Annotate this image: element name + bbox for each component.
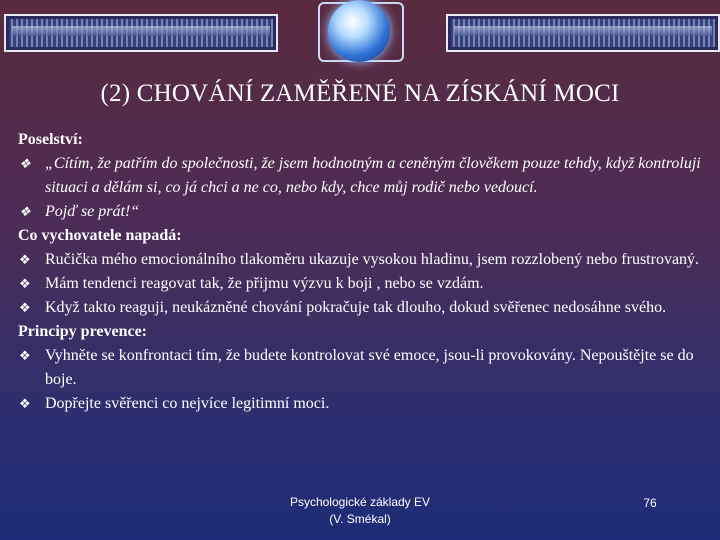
header-panel-left (4, 14, 278, 52)
footer-author: (V. Smékal) (329, 512, 391, 526)
footer-credit (262, 494, 458, 528)
section-heading-poselstvi: Poselství: (18, 131, 83, 148)
footer-course-title: Psychologické základy EV (289, 495, 431, 509)
page-number: 76 (643, 496, 657, 510)
list-item: ❖ Ručička mého emocionálního tlakoměru ukazuje vysokou hladinu, jsem rozzlobený nebo frustrovaný. (18, 248, 708, 272)
list-item: ❖ Mám tendenci reagovat tak, že přijmu výzvu k boji , nebo se vzdám. (18, 272, 708, 296)
diamond-bullet-icon: ❖ (19, 156, 31, 171)
slide-content (18, 128, 708, 416)
diamond-bullet-icon: ❖ (19, 276, 31, 291)
diamond-bullet-icon: ❖ (19, 204, 31, 219)
list-item: ❖ „Cítím, že patřím do společnosti, že jsem hodnotným a ceněným člověkem pouze tehdy, když kontroluji situaci a dělám si, co já chci a ne co, nebo kdy, chce můj rodič nebo vedoucí. (18, 152, 708, 200)
section-heading-principy-prevence: Principy prevence: (18, 323, 148, 340)
diamond-bullet-icon: ❖ (19, 300, 31, 315)
diamond-bullet-icon: ❖ (19, 252, 31, 267)
list-item: ❖ Pojď se prát!“ (18, 200, 708, 224)
list-item: ❖ Dopřejte svěřenci co nejvíce legitimní moci. (18, 392, 708, 416)
decorative-header-band (0, 0, 720, 64)
section-heading-co-vychovatele-napada: Co vychovatele napadá: (18, 227, 182, 244)
diamond-bullet-icon: ❖ (19, 396, 31, 411)
globe-icon (328, 0, 390, 62)
list-item: ❖ Když takto reaguji, neukázněné chování pokračuje tak dlouho, dokud svěřenec nedosáhne svého. (18, 296, 708, 320)
list-item: ❖ Vyhněte se konfrontaci tím, že budete kontrolovat své emoce, jsou-li provokovány. Nepouštějte se do boje. (18, 344, 708, 392)
header-panel-right (446, 14, 720, 52)
diamond-bullet-icon: ❖ (19, 348, 31, 363)
slide-title: (2) CHOVÁNÍ ZAMĚŘENÉ NA ZÍSKÁNÍ MOCI (100, 80, 620, 107)
